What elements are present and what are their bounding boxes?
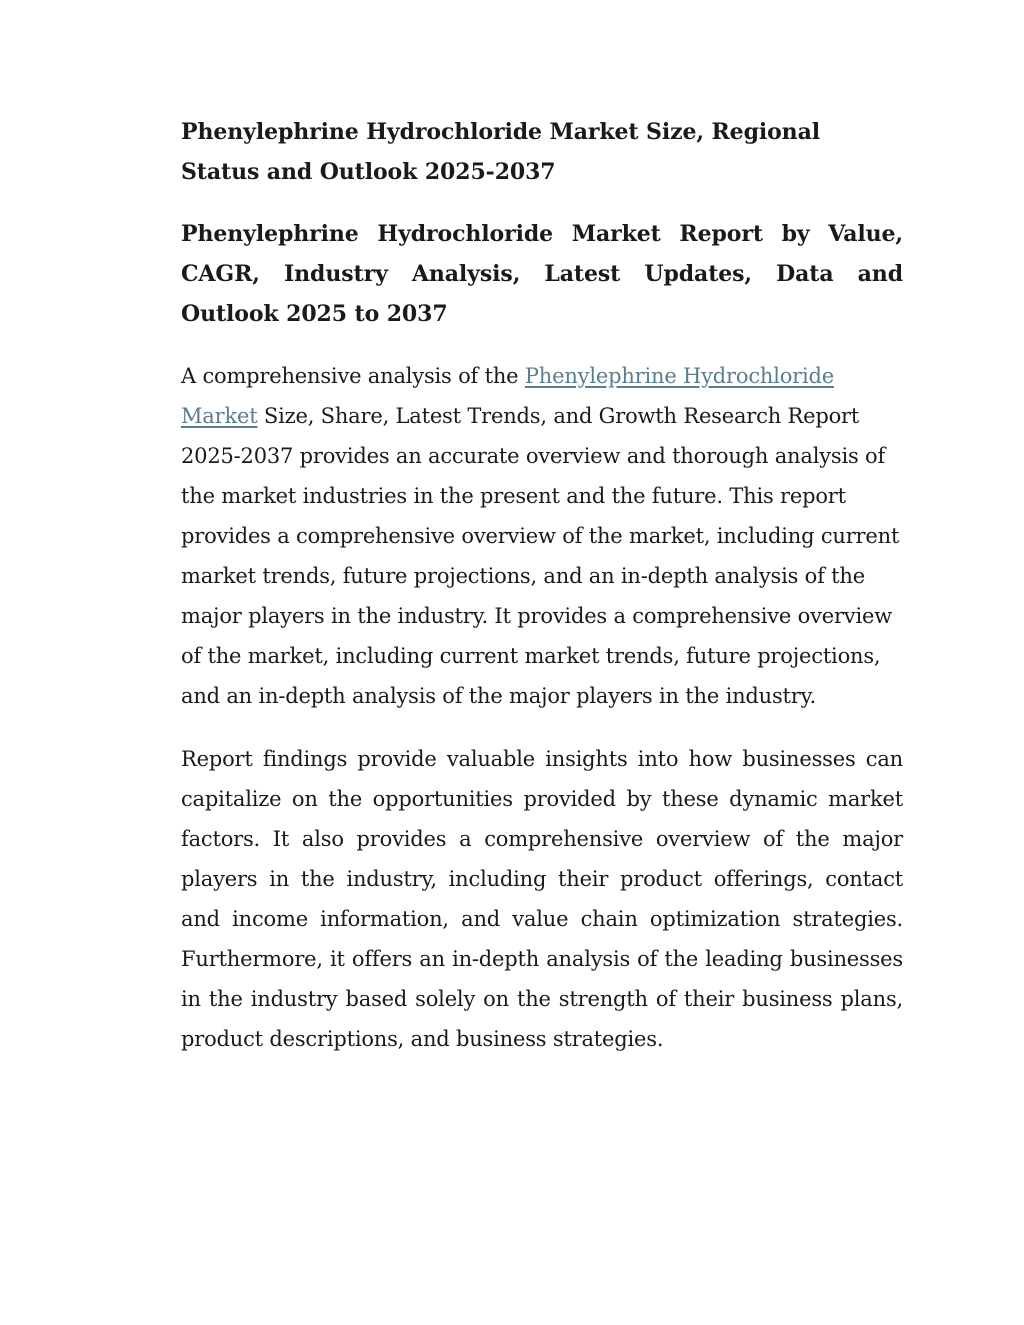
intro-text-after-link: Size, Share, Latest Trends, and Growth Research Report 2025-2037 provides an accurate overview and thorough analysis of the market industries in the present and the future. This report provides a comprehensive overview of the market, including current market trends, future projections, and an in-depth analysis of the major players in the industry. It provides a comprehensive overview of the market, including current market trends, future projections, and an in-depth analysis of the major players in the industry. (181, 404, 900, 708)
market-report-link[interactable]: Phenylephrine Hydrochloride Market (181, 364, 834, 428)
document-page (181, 112, 903, 1059)
findings-paragraph: Report findings provide valuable insights into how businesses can capitalize on the opportunities provided by these dynamic market factors. It also provides a comprehensive overview of the major players in the industry, including their product offerings, contact and income information, and value chain optimization strategies. Furthermore, it offers an in-depth analysis of the leading businesses in the industry based solely on the strength of their business plans, product descriptions, and business strategies. (181, 747, 903, 1051)
document-subtitle: Phenylephrine Hydrochloride Market Report by Value, CAGR, Industry Analysis, Latest Updates, Data and Outlook 2025 to 2037 (181, 221, 903, 327)
intro-paragraph (181, 356, 903, 716)
document-title: Phenylephrine Hydrochloride Market Size, Regional Status and Outlook 2025-2037 (181, 119, 820, 185)
intro-text-before-link: A comprehensive analysis of the (181, 364, 525, 388)
